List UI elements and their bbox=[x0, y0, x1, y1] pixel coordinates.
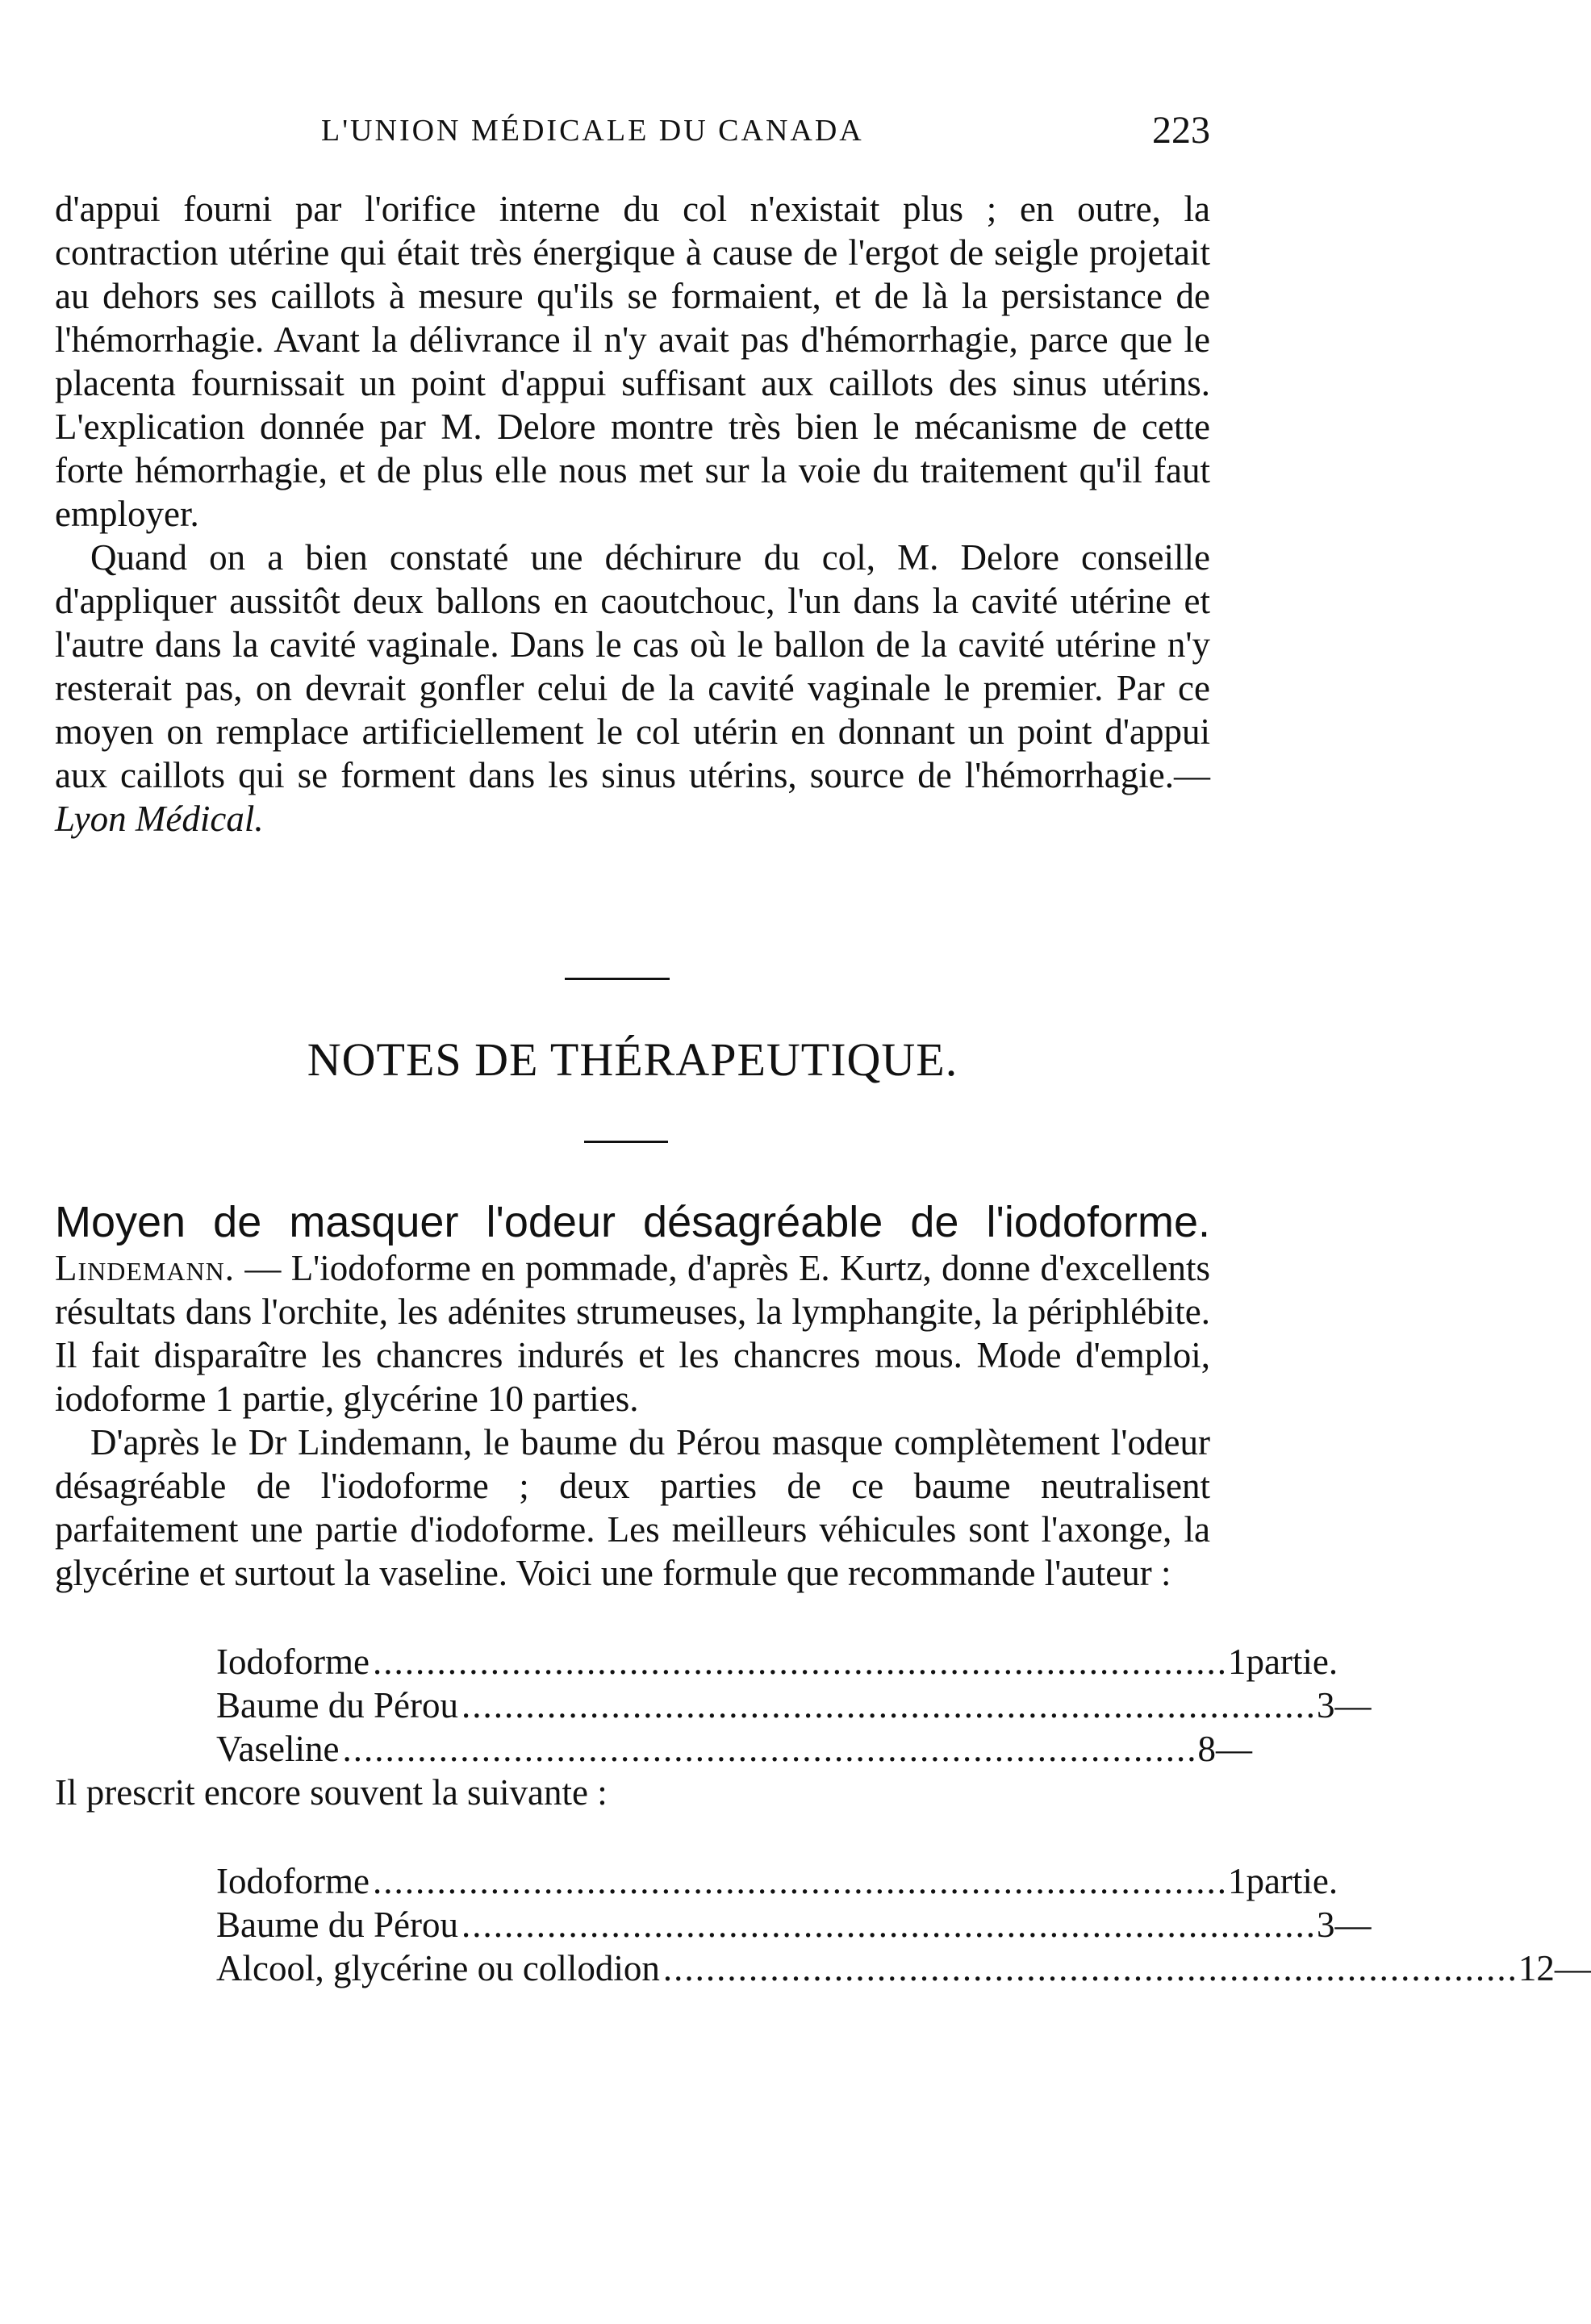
formula-row bbox=[216, 1859, 1338, 1903]
ingredient-quantity: 8 bbox=[1197, 1729, 1216, 1769]
ingredient-quantity: 1 bbox=[1227, 1642, 1246, 1682]
formula-row bbox=[216, 1640, 1338, 1684]
ingredient-quantity: 3 bbox=[1316, 1905, 1335, 1945]
page-number: 223 bbox=[1152, 109, 1210, 152]
ingredient-quantity: 1 bbox=[1227, 1861, 1246, 1901]
paragraph-text: Quand on a bien constaté une déchirure du col, M. Delore conseille d'appliquer aussitôt deux ballons en caoutchouc, l'un dans la cavité utérine et l'autre dans la cavité vaginale. Dans le cas où le ballon de la cavité utérine n'y resterait pas, on devrait gonfler celui de la cavité vaginale le premier. Par ce moyen on remplace artificiellement le col utérin en donnant un point d'appui aux caillots qui se forment dans les sinus utérins, source de l'hémorrhagie.— bbox=[55, 537, 1210, 795]
paragraph bbox=[55, 536, 1210, 841]
formula-table bbox=[216, 1859, 1591, 1990]
divider-rule bbox=[584, 1141, 668, 1143]
article-author: Lindemann. bbox=[55, 1248, 235, 1288]
ingredient-cell bbox=[216, 1727, 1197, 1771]
running-head bbox=[55, 109, 1210, 161]
paragraph: Il prescrit encore souvent la suivante : bbox=[55, 1772, 608, 1813]
article bbox=[55, 1198, 1591, 1990]
ingredient-cell bbox=[216, 1946, 1518, 1990]
ingredient-cell bbox=[216, 1684, 1317, 1727]
ingredient-name: Vaseline bbox=[216, 1729, 342, 1769]
ingredient-name: Iodoforme bbox=[216, 1861, 373, 1901]
divider-rule bbox=[565, 978, 670, 980]
ingredient-cell bbox=[216, 1859, 1228, 1903]
formula-row bbox=[216, 1903, 1372, 1946]
ingredient-name: Iodoforme bbox=[216, 1642, 373, 1682]
ingredient-cell bbox=[216, 1903, 1317, 1946]
dot-leader: ................................................................................ bbox=[461, 1685, 1317, 1725]
continued-article bbox=[55, 187, 1210, 841]
paragraph: D'après le Dr Lindemann, le baume du Pérou masque complètement l'odeur désagréable de l'iodoforme ; deux parties de ce baume neutralisent parfaitement une partie d'iodoforme. Les meilleurs véhicules sont l'axonge, la glycérine et surtout la vaseline. Voici une formule que recommande l'auteur : bbox=[55, 1422, 1210, 1593]
ingredient-unit: — bbox=[1215, 1729, 1252, 1769]
formula-row bbox=[216, 1946, 1591, 1990]
source-citation: Lyon Médical. bbox=[55, 799, 264, 839]
paragraph: d'appui fourni par l'orifice interne du col n'existait plus ; en outre, la contraction utérine qui était très énergique à cause de l'ergot de seigle projetait au dehors ses caillots à mesure qu'ils se formaient, et de là la persistance de l'hémorrhagie. Avant la délivrance il n'y avait pas d'hémorrhagie, parce que le placenta fournissait un point d'appui suffisant aux caillots des sinus utérins. L'explication donnée par M. Delore montre très bien le mécanisme de cette forte hémorrhagie, et de plus elle nous met sur la voie du traitement qu'il faut employer. bbox=[55, 189, 1210, 534]
formula-row bbox=[216, 1684, 1372, 1727]
section-title: NOTES DE THÉRAPEUTIQUE. bbox=[307, 1033, 958, 1086]
ingredient-unit: partie. bbox=[1246, 1861, 1338, 1901]
paragraph-text: — L'iodoforme en pommade, d'après E. Kurtz, donne d'excellents résultats dans l'orchite, les adénites strumeuses, la lymphangite, la périphlébite. Il fait disparaître les chancres indurés et les chancres mous. Mode d'emploi, iodoforme 1 partie, glycérine 10 parties. bbox=[55, 1248, 1210, 1419]
ingredient-name: Baume du Pérou bbox=[216, 1685, 461, 1725]
article-title: Moyen de masquer l'odeur désagréable de l'iodoforme. bbox=[55, 1198, 1210, 1246]
ingredient-quantity: 12 bbox=[1518, 1948, 1555, 1988]
ingredient-unit: — bbox=[1334, 1905, 1372, 1945]
ingredient-unit: — bbox=[1334, 1685, 1372, 1725]
ingredient-unit: — bbox=[1554, 1948, 1591, 1988]
ingredient-unit: partie. bbox=[1246, 1642, 1338, 1682]
article-lead-paragraph bbox=[55, 1200, 1210, 1421]
journal-title: L'UNION MÉDICALE DU CANADA bbox=[321, 114, 864, 148]
dot-leader: ................................................................................ bbox=[342, 1729, 1198, 1769]
formula-row bbox=[216, 1727, 1252, 1771]
dot-leader: ................................................................................ bbox=[372, 1642, 1228, 1682]
dot-leader: ................................................................................ bbox=[662, 1948, 1518, 1988]
dot-leader: ................................................................................ bbox=[461, 1905, 1317, 1945]
ingredient-quantity: 3 bbox=[1316, 1685, 1335, 1725]
dot-leader: ................................................................................ bbox=[372, 1861, 1228, 1901]
formula-table bbox=[216, 1640, 1372, 1771]
ingredient-cell bbox=[216, 1640, 1228, 1684]
ingredient-name: Alcool, glycérine ou collodion bbox=[216, 1948, 663, 1988]
ingredient-name: Baume du Pérou bbox=[216, 1905, 461, 1945]
